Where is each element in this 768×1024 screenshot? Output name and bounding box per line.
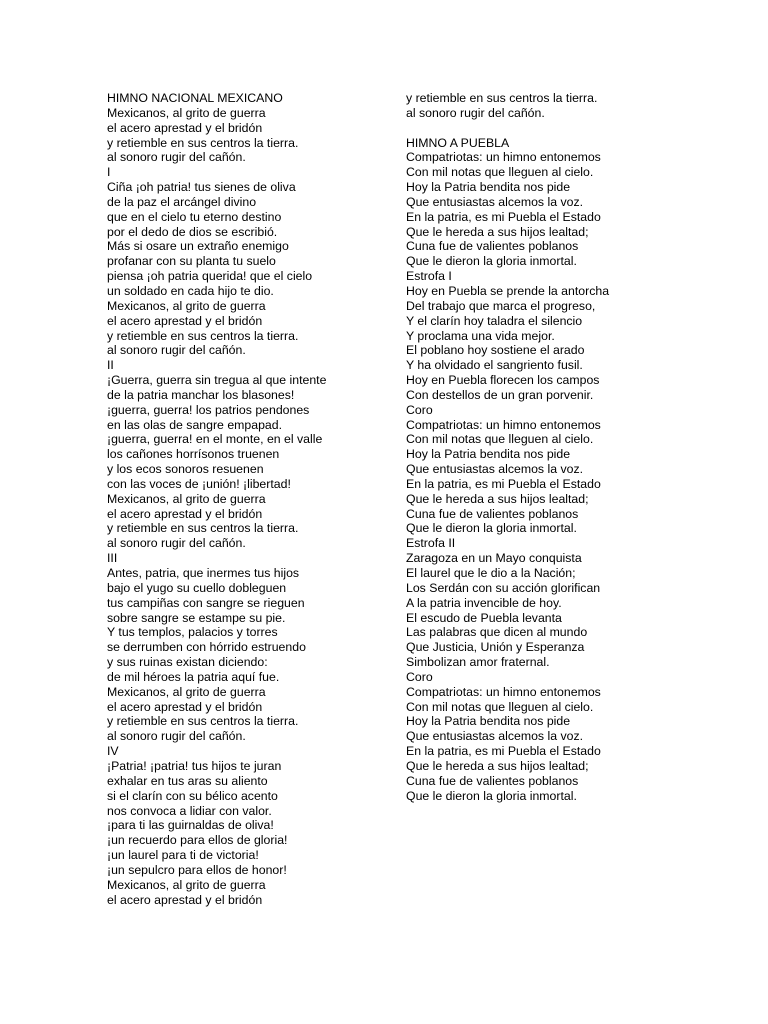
left-column-text-line: profanar con su planta tu suelo xyxy=(107,254,276,269)
left-column-text-line: nos convoca a lidiar con valor. xyxy=(107,803,272,818)
left-column-text-line: y los ecos sonoros resuenen xyxy=(107,462,264,477)
left-column-text-line: ¡Patria! ¡patria! tus hijos te juran xyxy=(107,758,282,773)
right-column-text-line: El laurel que le dio a la Nación; xyxy=(406,566,576,580)
left-text-column xyxy=(107,91,377,907)
right-column-text-line: Del trabajo que marca el progreso, xyxy=(406,298,596,313)
left-column-text-line: de la patria manchar los blasones! xyxy=(107,387,295,402)
right-column-text-line: A la patria invencible de hoy. xyxy=(406,595,562,610)
right-column-text-line: Compatriotas: un himno entonemos xyxy=(406,684,601,699)
left-column-text-line: piensa ¡oh patria querida! que el cielo xyxy=(107,269,313,284)
left-column-text-line: por el dedo de dios se escribió. xyxy=(107,224,278,239)
right-column-text-line: Que entusiastas alcemos la voz. xyxy=(406,729,584,744)
right-column-text-line: Cuna fue de valientes poblanos xyxy=(406,773,579,788)
left-column-text-line: el acero aprestad y el bridón xyxy=(107,120,263,135)
left-column-text-line: Y tus templos, palacios y torres xyxy=(107,625,278,640)
left-column-text-line: Mexicanos, al grito de guerra xyxy=(107,105,266,120)
left-column-text-line: y retiemble en sus centros la tierra. xyxy=(107,135,299,150)
right-column-text-line: Que Justicia, Unión y Esperanza xyxy=(406,640,585,655)
left-column-text-line: ¡un laurel para ti de victoria! xyxy=(107,848,259,863)
left-column-text-line: ¡para ti las guirnaldas de oliva! xyxy=(107,818,274,833)
left-column-text-line: en las olas de sangre empapad. xyxy=(107,417,283,432)
left-column-text-line: si el clarín con su bélico acento xyxy=(107,788,278,803)
left-column-text-line: al sonoro rugir del cañón. xyxy=(107,150,246,165)
left-column-text-line: se derrumben con hórrido estruendo xyxy=(107,640,306,655)
right-column-text-line: Compatriotas: un himno entonemos xyxy=(406,417,601,432)
right-column-text-line: Hoy en Puebla se prende la antorcha xyxy=(406,283,610,298)
right-column-text-line: Cuna fue de valientes poblanos xyxy=(406,239,579,254)
left-column-text-line: al sonoro rugir del cañón. xyxy=(107,729,246,744)
left-column-text-line: Antes, patria, que inermes tus hijos xyxy=(107,566,300,580)
right-column-text-line: Hoy la Patria bendita nos pide xyxy=(406,447,571,462)
left-column-text-line: ¡un recuerdo para ellos de gloria! xyxy=(107,833,288,848)
right-column-text-line: HIMNO A PUEBLA xyxy=(406,135,510,150)
right-column-text-line: Con mil notas que lleguen al cielo. xyxy=(406,432,594,447)
right-column-text-line: En la patria, es mi Puebla el Estado xyxy=(406,744,601,759)
right-column-text-line: En la patria, es mi Puebla el Estado xyxy=(406,476,601,491)
left-column-text-line: ¡Guerra, guerra sin tregua al que intente xyxy=(107,373,327,388)
right-column-text-line: Compatriotas: un himno entonemos xyxy=(406,150,601,165)
right-text-column xyxy=(406,91,726,804)
left-column-text-line: al sonoro rugir del cañón. xyxy=(107,536,246,551)
left-column-text-line: Ciña ¡oh patria! tus sienes de oliva xyxy=(107,180,296,195)
right-column-text-line: Coro xyxy=(406,669,433,684)
right-column-text-line: Que entusiastas alcemos la voz. xyxy=(406,194,584,209)
right-column-text-line: Zaragoza en un Mayo conquista xyxy=(406,551,582,566)
left-column-text-line: III xyxy=(107,551,118,566)
right-column-text-line: Y el clarín hoy taladra el silencio xyxy=(406,313,583,328)
right-column-text-line: Hoy en Puebla florecen los campos xyxy=(406,373,600,388)
left-column-text-line: IV xyxy=(107,744,119,759)
left-column-text-line: de mil héroes la patria aquí fue. xyxy=(107,669,280,684)
right-column-text-line: Con mil notas que lleguen al cielo. xyxy=(406,165,594,180)
right-column-text-line: Que le dieron la gloria inmortal. xyxy=(406,254,577,269)
right-column-text-line: Y proclama una vida mejor. xyxy=(406,328,555,343)
right-column-text-line: Que le hereda a sus hijos lealtad; xyxy=(406,224,589,239)
left-column-text-line: Mexicanos, al grito de guerra xyxy=(107,684,266,699)
right-column-text-line: Los Serdán con su acción glorifican xyxy=(406,580,601,595)
left-column-text-line: y retiemble en sus centros la tierra. xyxy=(107,328,299,343)
left-column-text-line: HIMNO NACIONAL MEXICANO xyxy=(107,91,283,105)
left-column-text-line: y retiemble en sus centros la tierra. xyxy=(107,714,299,729)
left-column-text-line: ¡un sepulcro para ellos de honor! xyxy=(107,862,287,877)
right-column-text-line: Estrofa I xyxy=(406,269,452,284)
left-column-text-line: el acero aprestad y el bridón xyxy=(107,313,263,328)
right-column-text-line: Hoy la Patria bendita nos pide xyxy=(406,714,571,729)
left-column-text-line: al sonoro rugir del cañón. xyxy=(107,343,246,358)
right-column-text-line: Que entusiastas alcemos la voz. xyxy=(406,462,584,477)
right-column-text-line: Las palabras que dicen al mundo xyxy=(406,625,588,640)
left-column-text-line: Más si osare un extraño enemigo xyxy=(107,239,289,254)
right-column-text-line: Que le hereda a sus hijos lealtad; xyxy=(406,758,589,773)
right-column-text-line: Y ha olvidado el sangriento fusil. xyxy=(406,358,583,373)
left-column-text-line: ¡guerra, guerra! los patrios pendones xyxy=(107,402,310,417)
left-column-text-line: el acero aprestad y el bridón xyxy=(107,506,263,521)
left-column-text-line: el acero aprestad y el bridón xyxy=(107,892,263,907)
right-column-text-line: al sonoro rugir del cañón. xyxy=(406,105,545,120)
left-column-text-line: bajo el yugo su cuello dobleguen xyxy=(107,580,287,595)
right-column-text-line: Cuna fue de valientes poblanos xyxy=(406,506,579,521)
left-column-text-line: y sus ruinas existan diciendo: xyxy=(107,655,268,670)
right-column-text-line: Con destellos de un gran porvenir. xyxy=(406,387,594,402)
left-column-text-line: II xyxy=(107,358,114,373)
right-column-text-line: Que le dieron la gloria inmortal. xyxy=(406,788,577,803)
right-column-text-line: y retiemble en sus centros la tierra. xyxy=(406,91,598,105)
left-column-text-line: que en el cielo tu eterno destino xyxy=(107,209,282,224)
left-column-text-line: Mexicanos, al grito de guerra xyxy=(107,298,266,313)
left-column-text-line: un soldado en cada hijo te dio. xyxy=(107,283,274,298)
right-column-text-line: Coro xyxy=(406,402,433,417)
right-column-text-line: El poblano hoy sostiene el arado xyxy=(406,343,585,358)
left-column-text-line: y retiemble en sus centros la tierra. xyxy=(107,521,299,536)
right-column-text-line: Que le dieron la gloria inmortal. xyxy=(406,521,577,536)
left-column-text-line: sobre sangre se estampe su pie. xyxy=(107,610,286,625)
left-column-text-line: exhalar en tus aras su aliento xyxy=(107,773,268,788)
right-column-text-line: Con mil notas que lleguen al cielo. xyxy=(406,699,594,714)
right-column-text-line: Que le hereda a sus hijos lealtad; xyxy=(406,491,589,506)
right-column-blank-line xyxy=(406,121,726,136)
left-column-text-line: con las voces de ¡unión! ¡libertad! xyxy=(107,476,291,491)
left-column-text-line: I xyxy=(107,165,111,180)
right-column-text-line: Hoy la Patria bendita nos pide xyxy=(406,180,571,195)
left-column-text-line: Mexicanos, al grito de guerra xyxy=(107,877,266,892)
left-column-text-line: el acero aprestad y el bridón xyxy=(107,699,263,714)
left-column-text-line: Mexicanos, al grito de guerra xyxy=(107,491,266,506)
left-column-text-line: tus campiñas con sangre se rieguen xyxy=(107,595,305,610)
right-column-text-line: Estrofa II xyxy=(406,536,456,551)
left-column-text-line: los cañones horrísonos truenen xyxy=(107,447,280,462)
right-column-text-line: El escudo de Puebla levanta xyxy=(406,610,562,625)
right-column-text-line: En la patria, es mi Puebla el Estado xyxy=(406,209,601,224)
right-column-text-line: Simbolizan amor fraternal. xyxy=(406,655,550,670)
left-column-text-line: ¡guerra, guerra! en el monte, en el valle xyxy=(107,432,323,447)
left-column-text-line: de la paz el arcángel divino xyxy=(107,194,257,209)
